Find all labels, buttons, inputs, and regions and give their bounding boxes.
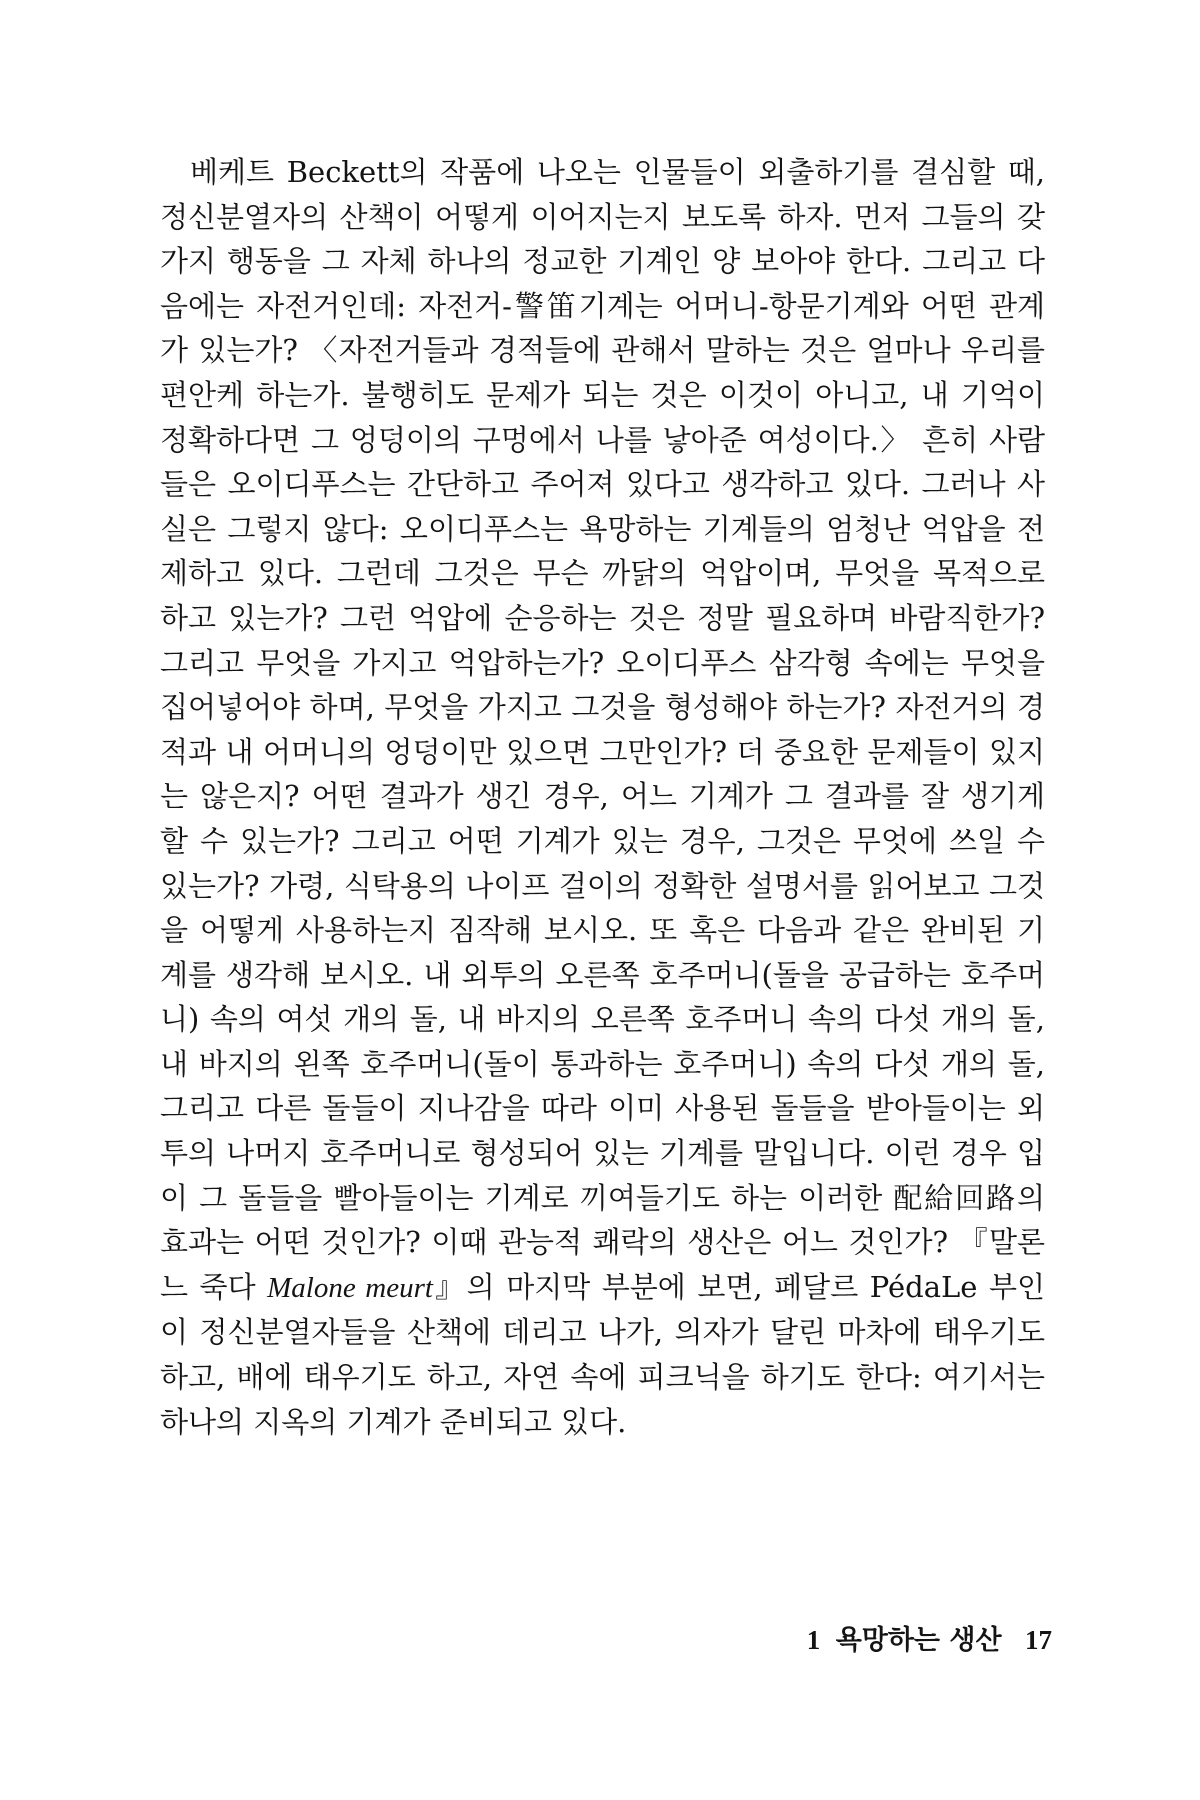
body-text-segment: 베케트 — [190, 155, 287, 189]
running-footer — [807, 1618, 1052, 1657]
page-number: 17 — [1025, 1625, 1052, 1655]
chapter-number: 1 — [806, 1625, 821, 1655]
book-title-latin: Malone meurt — [267, 1271, 433, 1304]
body-text-segment: 의 작품에 나오는 인물들이 외출하기를 결심할 때, 정신분열자의 산책이 어떻게 이어지는지 보도록 하자. 먼저 그들의 갖가지 행동을 그 자체 하나의 정교한 기계인 양 보아야 한다. 그리고 다음에는 자전거인데: 자전거-警笛기계는 어머니-항문기계와 어떤 관계가 있는가? 〈자전거들과 경적들에 관해서 말하는 것은 얼마나 우리를 편안케 하는가. 불행히도 문제가 되는 것은 이것이 아니고, 내 기억이 정확하다면 그 엉덩이의 구멍에서 나를 낳아준 여성이다.〉 흔히 사람들은 오이디푸스는 간단하고 주어져 있다고 생각하고 있다. 그러나 사실은 그렇지 않다: 오이디푸스는 욕망하는 기계들의 엄청난 억압을 전제하고 있다. 그런데 그것은 무슨 까닭의 억압이며, 무엇을 목적으로 하고 있는가? 그런 억압에 순응하는 것은 정말 필요하며 바람직한가? 그리고 무엇을 가지고 억압하는가? 오이디푸스 삼각형 속에는 무엇을 집어넣어야 하며, 무엇을 가지고 그것을 형성해야 하는가? 자전거의 경적과 내 어머니의 엉덩이만 있으면 그만인가? 더 중요한 문제들이 있지는 않은지? 어떤 결과가 생긴 경우, 어느 기계가 그 결과를 잘 생기게 할 수 있는가? 그리고 어떤 기계가 있는 경우, 그것은 무엇에 쓰일 수 있는가? 가령, 식탁용의 나이프 걸이의 정확한 설명서를 읽어보고 그것을 어떻게 사용하는지 짐작해 보시오. 또 혹은 다음과 같은 완비된 기계를 생각해 보시오. 내 외투의 오른쪽 호주머니(돌을 공급하는 호주머니) 속의 여섯 개의 돌, 내 바지의 오른쪽 호주머니 속의 다섯 개의 돌, 내 바지의 왼쪽 호주머니(돌이 통과하는 호주머니) 속의 다섯 개의 돌, 그리고 다른 돌들이 지나감을 따라 이미 사용된 돌들을 받아들이는 외투의 나머지 호주머니로 형성되어 있는 기계를 말입니다. 이런 경우 입이 그 돌들을 빨아들이는 기계로 끼여들기도 하는 이러한 配給回路의 효과는 어떤 것인가? 이때 관능적 쾌락의 생산은 어느 것인가? 『말론느 죽다 — [160, 155, 1045, 1304]
chapter-title: 욕망하는 생산 — [835, 1625, 1002, 1656]
author-name-latin: Beckett — [286, 155, 400, 189]
body-text-segment: 부인이 정신분열자들을 산책에 데리고 나가, 의자가 달린 마차에 태우기도 하고, 배에 태우기도 하고, 자연 속에 피크닉을 하기도 한다: 여기서는 하나의 지옥의 기계가 준비되고 있다. — [160, 1269, 1045, 1439]
body-text-segment: 』의 마지막 부분에 보면, 페달르 — [432, 1269, 870, 1304]
character-name-latin: PédaLe — [869, 1269, 978, 1304]
body-paragraph — [160, 150, 1045, 1444]
